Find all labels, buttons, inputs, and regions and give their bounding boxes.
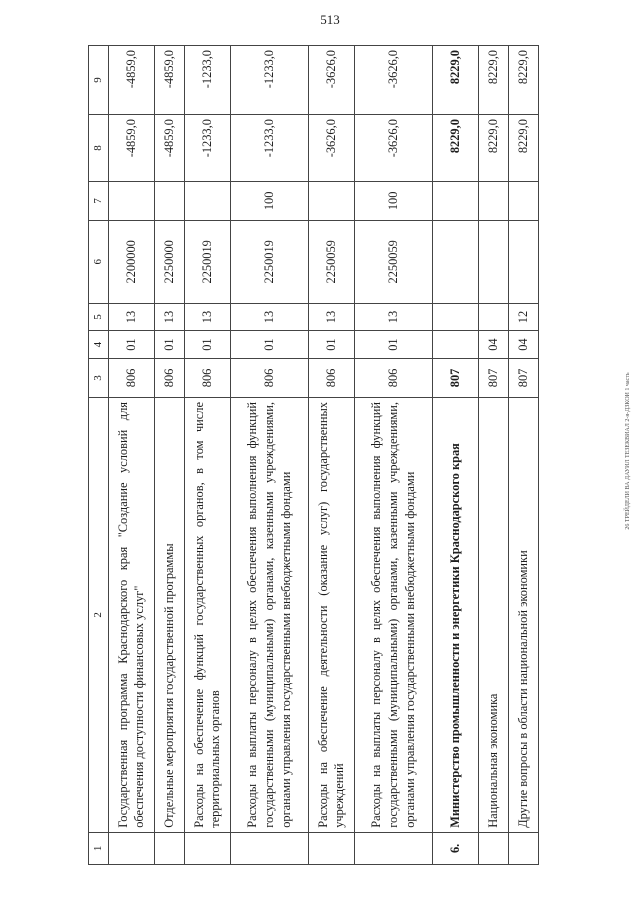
row-subsection: 13 [108, 303, 154, 331]
row-description: Расходы на выплаты персоналу в целях обеспечения выполнения функций государственными (муниципальными) органами, казенными учреждениями, органами управления государственными внебюджетными фондами [230, 398, 308, 833]
row-ministry-code: 806 [184, 358, 230, 397]
row-expense-type [184, 181, 230, 220]
row-subsection [432, 303, 478, 331]
row-target-article: 2250019 [184, 220, 230, 303]
header-row [89, 46, 109, 865]
row-amount-1: -3626,0 [354, 115, 432, 182]
col-header-9: 9 [89, 46, 109, 115]
row-expense-type [478, 181, 508, 220]
row-amount-1: -1233,0 [184, 115, 230, 182]
row-subsection: 13 [154, 303, 184, 331]
row-description: Министерство промышленности и энергетики Краснодарского края [432, 398, 478, 833]
row-amount-2: -1233,0 [184, 46, 230, 115]
row-target-article: 2250059 [354, 220, 432, 303]
row-expense-type [432, 181, 478, 220]
table-row [432, 46, 478, 865]
row-number [154, 832, 184, 864]
row-ministry-code: 807 [508, 358, 538, 397]
row-number: 6. [432, 832, 478, 864]
row-subsection [478, 303, 508, 331]
row-number [108, 832, 154, 864]
row-amount-2: -4859,0 [154, 46, 184, 115]
row-amount-1: -3626,0 [308, 115, 354, 182]
row-section: 01 [308, 331, 354, 359]
row-amount-2: 8229,0 [432, 46, 478, 115]
budget-table [88, 45, 539, 865]
row-target-article: 2250059 [308, 220, 354, 303]
row-number [478, 832, 508, 864]
row-amount-1: -4859,0 [154, 115, 184, 182]
row-amount-1: 8229,0 [478, 115, 508, 182]
table-row [108, 46, 154, 865]
row-amount-1: -4859,0 [108, 115, 154, 182]
row-section: 01 [154, 331, 184, 359]
table-body [108, 46, 538, 865]
row-ministry-code: 806 [354, 358, 432, 397]
col-header-8: 8 [89, 115, 109, 182]
col-header-6: 6 [89, 220, 109, 303]
table-row [508, 46, 538, 865]
row-amount-2: 8229,0 [508, 46, 538, 115]
row-section: 01 [230, 331, 308, 359]
row-section: 01 [108, 331, 154, 359]
row-subsection: 12 [508, 303, 538, 331]
row-subsection: 13 [308, 303, 354, 331]
row-number [508, 832, 538, 864]
row-description: Расходы на обеспечение функций государственных органов, в том числе территориальных органов [184, 398, 230, 833]
col-header-7: 7 [89, 181, 109, 220]
row-expense-type [508, 181, 538, 220]
row-amount-2: -4859,0 [108, 46, 154, 115]
col-header-5: 5 [89, 303, 109, 331]
row-ministry-code: 807 [432, 358, 478, 397]
row-target-article [508, 220, 538, 303]
row-expense-type [308, 181, 354, 220]
row-ministry-code: 806 [308, 358, 354, 397]
row-section: 01 [354, 331, 432, 359]
row-description: Национальная экономика [478, 398, 508, 833]
row-amount-1: 8229,0 [508, 115, 538, 182]
rotated-table-wrapper [88, 45, 608, 865]
table-row [354, 46, 432, 865]
row-amount-2: -1233,0 [230, 46, 308, 115]
row-description: Расходы на выплаты персоналу в целях обеспечения выполнения функций государственными (муниципальными) органами, казенными учреждениями, органами управления государственными внебюджетными фондами [354, 398, 432, 833]
row-target-article: 2200000 [108, 220, 154, 303]
row-number [184, 832, 230, 864]
table-row [308, 46, 354, 865]
row-expense-type: 100 [230, 181, 308, 220]
col-header-1: 1 [89, 832, 109, 864]
table-row [478, 46, 508, 865]
row-description: Отдельные мероприятия государственной программы [154, 398, 184, 833]
row-number [354, 832, 432, 864]
row-amount-2: -3626,0 [354, 46, 432, 115]
row-section [432, 331, 478, 359]
row-ministry-code: 806 [154, 358, 184, 397]
row-section: 04 [478, 331, 508, 359]
col-header-4: 4 [89, 331, 109, 359]
row-target-article: 2250000 [154, 220, 184, 303]
table-row [154, 46, 184, 865]
row-expense-type: 100 [354, 181, 432, 220]
row-ministry-code: 807 [478, 358, 508, 397]
col-header-3: 3 [89, 358, 109, 397]
row-description: Другие вопросы в области национальной экономики [508, 398, 538, 833]
row-amount-2: -3626,0 [308, 46, 354, 115]
row-target-article: 2250019 [230, 220, 308, 303]
row-number [308, 832, 354, 864]
row-description: Государственная программа Краснодарского края "Создание условий для обеспечения доступности финансовых услуг" [108, 398, 154, 833]
row-subsection: 13 [184, 303, 230, 331]
row-ministry-code: 806 [108, 358, 154, 397]
row-description: Расходы на обеспечение деятельности (оказание услуг) государственных учреждений [308, 398, 354, 833]
row-section: 01 [184, 331, 230, 359]
side-note: 26 ТРЕЙДЕЛИ ВА ДАУИЛ ТЕЗЕКВИАЛ 2-я-ДЗКОИ 1 часть [625, 372, 631, 530]
row-number [230, 832, 308, 864]
page-number: 513 [320, 12, 340, 27]
row-section: 04 [508, 331, 538, 359]
row-amount-2: 8229,0 [478, 46, 508, 115]
row-amount-1: -1233,0 [230, 115, 308, 182]
row-ministry-code: 806 [230, 358, 308, 397]
table-container [88, 45, 608, 865]
table-row [184, 46, 230, 865]
row-expense-type [108, 181, 154, 220]
row-expense-type [154, 181, 184, 220]
row-target-article [432, 220, 478, 303]
row-subsection: 13 [354, 303, 432, 331]
col-header-2: 2 [89, 398, 109, 833]
row-target-article [478, 220, 508, 303]
row-amount-1: 8229,0 [432, 115, 478, 182]
table-row [230, 46, 308, 865]
row-subsection: 13 [230, 303, 308, 331]
